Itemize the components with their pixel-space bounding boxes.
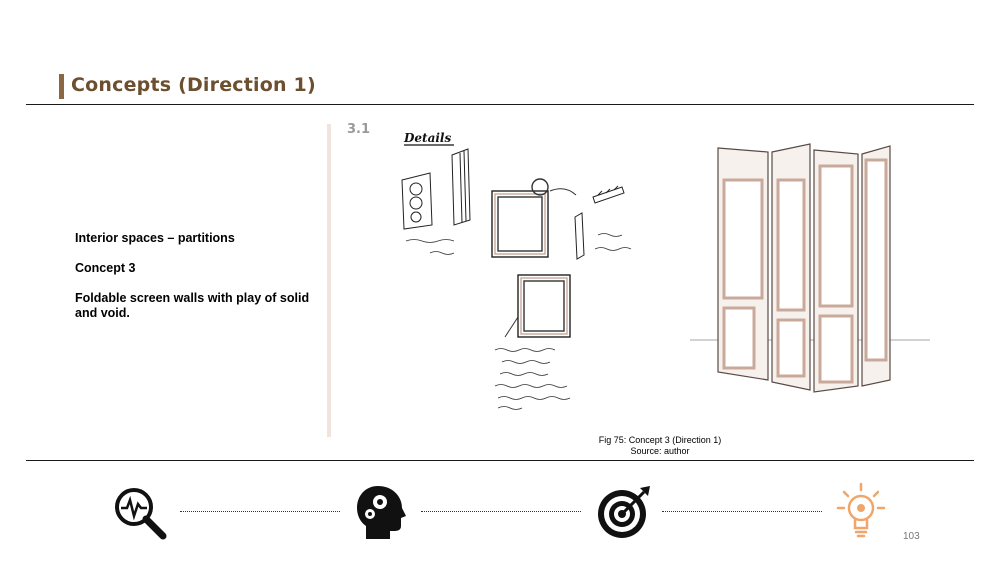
head-gears-icon	[356, 484, 408, 540]
caption-title: Fig 75: Concept 3 (Direction 1)	[598, 435, 722, 445]
detail-sketch	[390, 125, 660, 410]
joinery-sketch	[575, 186, 624, 259]
process-connector-3	[662, 511, 822, 512]
process-connector-1	[180, 511, 340, 512]
description-line-detail: Foldable screen walls with play of solid and void.	[75, 291, 310, 320]
target-icon	[596, 484, 652, 540]
description-line-topic: Interior spaces – partitions	[75, 231, 235, 245]
frame-sketch-2	[518, 275, 570, 337]
process-connector-2	[421, 511, 581, 512]
magnifier-pulse-icon	[113, 486, 169, 540]
title-accent-bar	[59, 74, 64, 99]
panel-fixing-sketch	[402, 149, 470, 229]
figure-caption	[540, 435, 780, 457]
lightbulb-icon	[836, 482, 886, 540]
section-number: 3.1	[347, 122, 371, 137]
page-title: Concepts (Direction 1)	[71, 74, 316, 96]
folding-screen-render	[690, 140, 930, 400]
caption-source: Source: author	[630, 446, 690, 456]
vertical-separator	[327, 124, 331, 437]
sketch-heading: Details	[404, 131, 452, 145]
top-divider	[26, 104, 974, 105]
frame-sketch	[492, 179, 548, 257]
description-line-concept: Concept 3	[75, 261, 136, 275]
bottom-divider	[26, 460, 974, 461]
description-block	[75, 231, 315, 336]
page-number: 103	[903, 531, 920, 542]
